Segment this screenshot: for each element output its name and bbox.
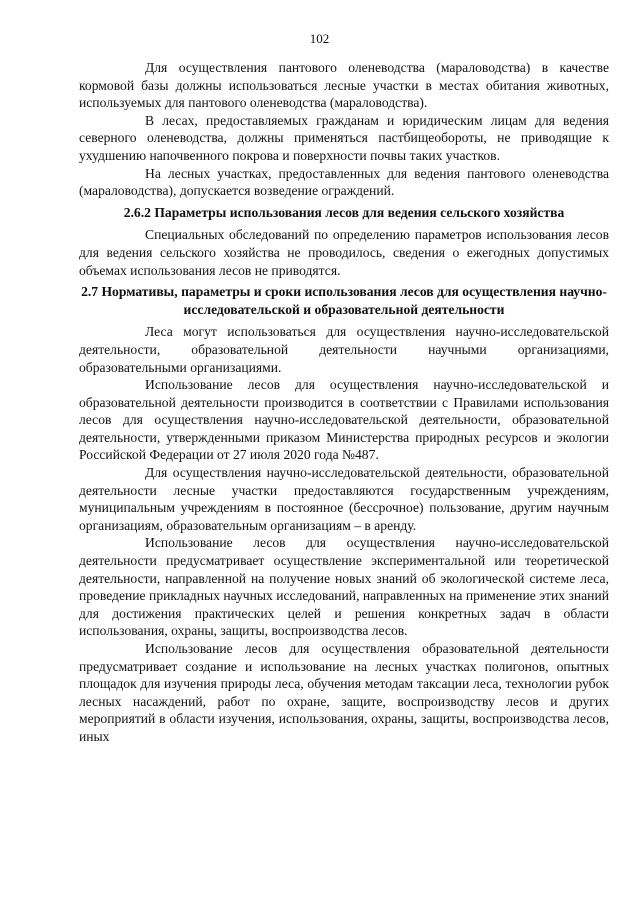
- paragraph-land-plots-provision: Для осуществления научно-исследовательской деятельности, образовательной деятельности лесные участки предоставляются государственным учреждениям, муниципальным учреждениям в постоянное (бессрочное) пользование, другим научным организациям, образовательным организациям – в аренду.: [79, 465, 609, 533]
- paragraph-antler-reindeer-forage: Для осуществления пантового оленеводства (мараловодства) в качестве кормовой базы должны использоваться лесные участки в местах обитания животных, используемых для пантового оленеводства (мараловодства).: [79, 60, 609, 111]
- paragraph-northern-reindeer-pastures: В лесах, предоставляемых гражданам и юридическим лицам для ведения северного оленеводства, должны применяться пастбищеобороты, не приводящие к ухудшению напочвенного покрова и поверхности почвы таких участков.: [79, 112, 609, 163]
- paragraph-forests-may-be-used: Леса могут использоваться для осуществления научно-исследовательской деятельности, образовательной деятельности научными организациями, образовательными организациями.: [79, 324, 609, 375]
- section-heading-2-7: 2.7 Нормативы, параметры и сроки использования лесов для осуществления научно-исследовательской и образовательной деятельности: [81, 284, 607, 317]
- section-heading-2-6-2: 2.6.2 Параметры использования лесов для ведения сельского хозяйства: [123, 204, 565, 220]
- paragraph-rules-order-487: Использование лесов для осуществления научно-исследовательской и образовательной деятельности производится в соответствии с Правилами использования лесов для осуществления научно-исследовательской деятельности, образовательной деятельности, утвержденными приказом Министерства природных ресурсов и экологии Российской Федерации от 27 июля 2020 года №487.: [79, 377, 609, 463]
- page-content: [79, 59, 609, 746]
- paragraph-fencing-allowed: На лесных участках, предоставленных для ведения пантового оленеводства (мараловодства), допускается возведение ограждений.: [79, 165, 609, 199]
- paragraph-research-activity: Использование лесов для осуществления научно-исследовательской деятельности предусматривает осуществление экспериментальной или теоретической деятельности, направленной на получение новых знаний об экологической системе леса, проведение прикладных научных исследований, направленных на применение этих знаний для достижения практических целей и решения конкретных задач в области использования, охраны, защиты, воспроизводства лесов.: [79, 535, 609, 639]
- paragraph-no-surveys: Специальных обследований по определению параметров использования лесов для ведения сельского хозяйства не проводилось, сведения о ежегодных допустимых объемах использования лесов не приводятся.: [79, 227, 609, 278]
- page-number: 102: [309, 31, 330, 46]
- paragraph-educational-activity: Использование лесов для осуществления образовательной деятельности предусматривает создание и использование на лесных участках полигонов, опытных площадок для изучения природы леса, обучения методам таксации леса, технологии рубок лесных насаждений, работ по охране, защите, воспроизводству лесов и других мероприятий в области изучения, использования, охраны, защиты, воспроизводства лесов, иных: [79, 641, 609, 744]
